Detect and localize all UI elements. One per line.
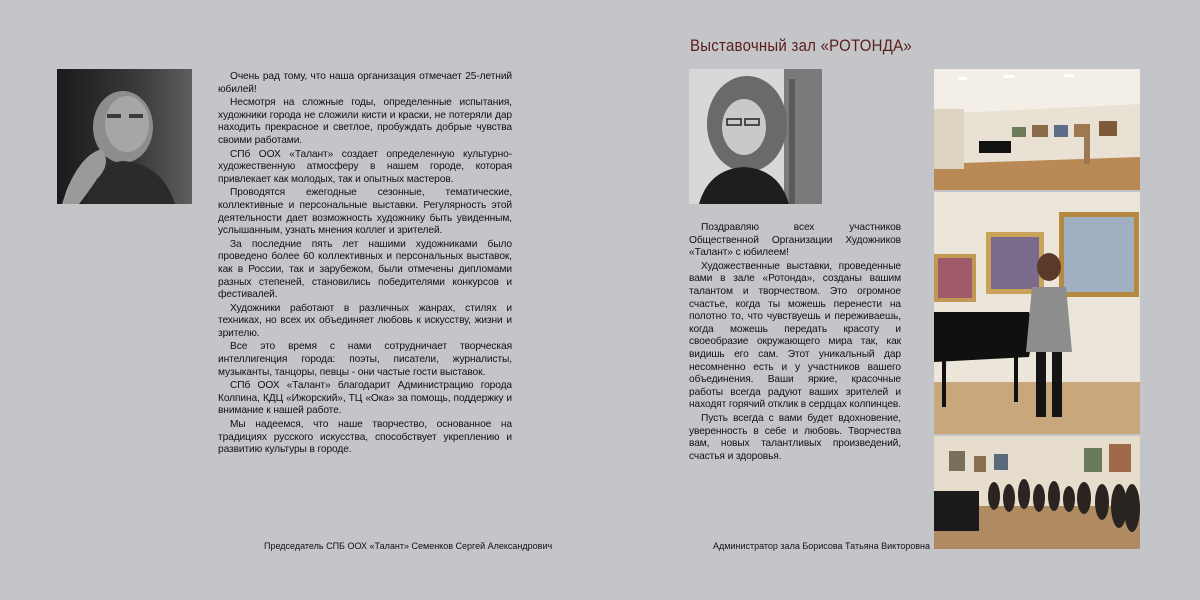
gallery-speech-photo (934, 192, 1140, 434)
paragraph: Пусть всегда с вами будет вдохновение, уверенность в себе и любовь. Творчества вам, новых талантливых произведений, счастья и здоровья. (689, 412, 901, 462)
paragraph: СПб ООХ «Талант» создает определенную культурно-художественную атмосферу в нашем городе, которая привлекает как молодых, так и опытных мастеров. (218, 148, 512, 185)
gallery-hall-photo (934, 69, 1140, 190)
administrator-message (689, 222, 901, 464)
paragraph: СПб ООХ «Талант» благодарит Администрацию города Колпина, КДЦ «Ижорский», ТЦ «Ока» за помощь, поддержку и внимание к нашей работе. (218, 380, 512, 417)
paragraph: Несмотря на сложные годы, определенные испытания, художники города не сложили кисти и краски, не потеряли дар находить прекрасное и светлое, пробуждать добрые чувства своими работами. (218, 97, 512, 146)
paragraph: Художественные выставки, проведенные вами в зале «Ротонда», созданы вашим талантом и творчеством. Это огромное счастье, когда ты можешь перенести на полотно то, что чувствуешь и переживаешь, когда можешь передать красоту и своеобразие окружающего мира так, как видишь его сам. Этот уникальный дар несомненно есть и у участников вашего объединения. Ваши яркие, красочные работы всегда радуют ваших зрителей и находят горячий отклик в сердцах колпинцев. (689, 260, 901, 411)
paragraph: Проводятся ежегодные сезонные, тематические, коллективные и персональные выставки. Регулярность этой деятельности дает возможность художнику быть увиденным, услышанным, узнать мнения коллег и зрителей. (218, 187, 512, 237)
paragraph: Все это время с нами сотрудничает творческая интеллигенция города: поэты, писатели, журналисты, музыканты, танцоры, певцы - они частые гости выставок. (218, 341, 512, 378)
gallery-crowd-photo (934, 436, 1140, 549)
chairman-signature: Председатель СПБ ООХ «Талант» Семенков Сергей Александрович (264, 541, 553, 551)
paragraph: За последние пять лет нашими художниками было проведено более 60 коллективных и персональных выставок, как в России, так и зарубежом, были отмечены дипломами разных степеней, становились победителями конкурсов и фестивалей. (218, 238, 512, 301)
chairman-portrait (57, 69, 192, 204)
chairman-message (218, 71, 512, 458)
paragraph: Художники работают в различных жанрах, стилях и техниках, но всех их объединяет любовь к искусству, жизни и зрителю. (218, 302, 512, 339)
paragraph: Мы надеемся, что наше творчество, основанное на традициях русского искусства, способствует укреплению и развитию культуры в городе. (218, 419, 512, 456)
book-spine (598, 0, 602, 600)
paragraph: Очень рад тому, что наша организация отмечает 25-летний юбилей! (218, 71, 512, 95)
paragraph: Поздравляю всех участников Общественной Организации Художников «Талант» с юбилеем! (689, 222, 901, 259)
page-title: Выставочный зал «РОТОНДА» (690, 36, 912, 55)
administrator-portrait (689, 69, 822, 204)
administrator-signature: Администратор зала Борисова Татьяна Викторовна (713, 541, 930, 551)
